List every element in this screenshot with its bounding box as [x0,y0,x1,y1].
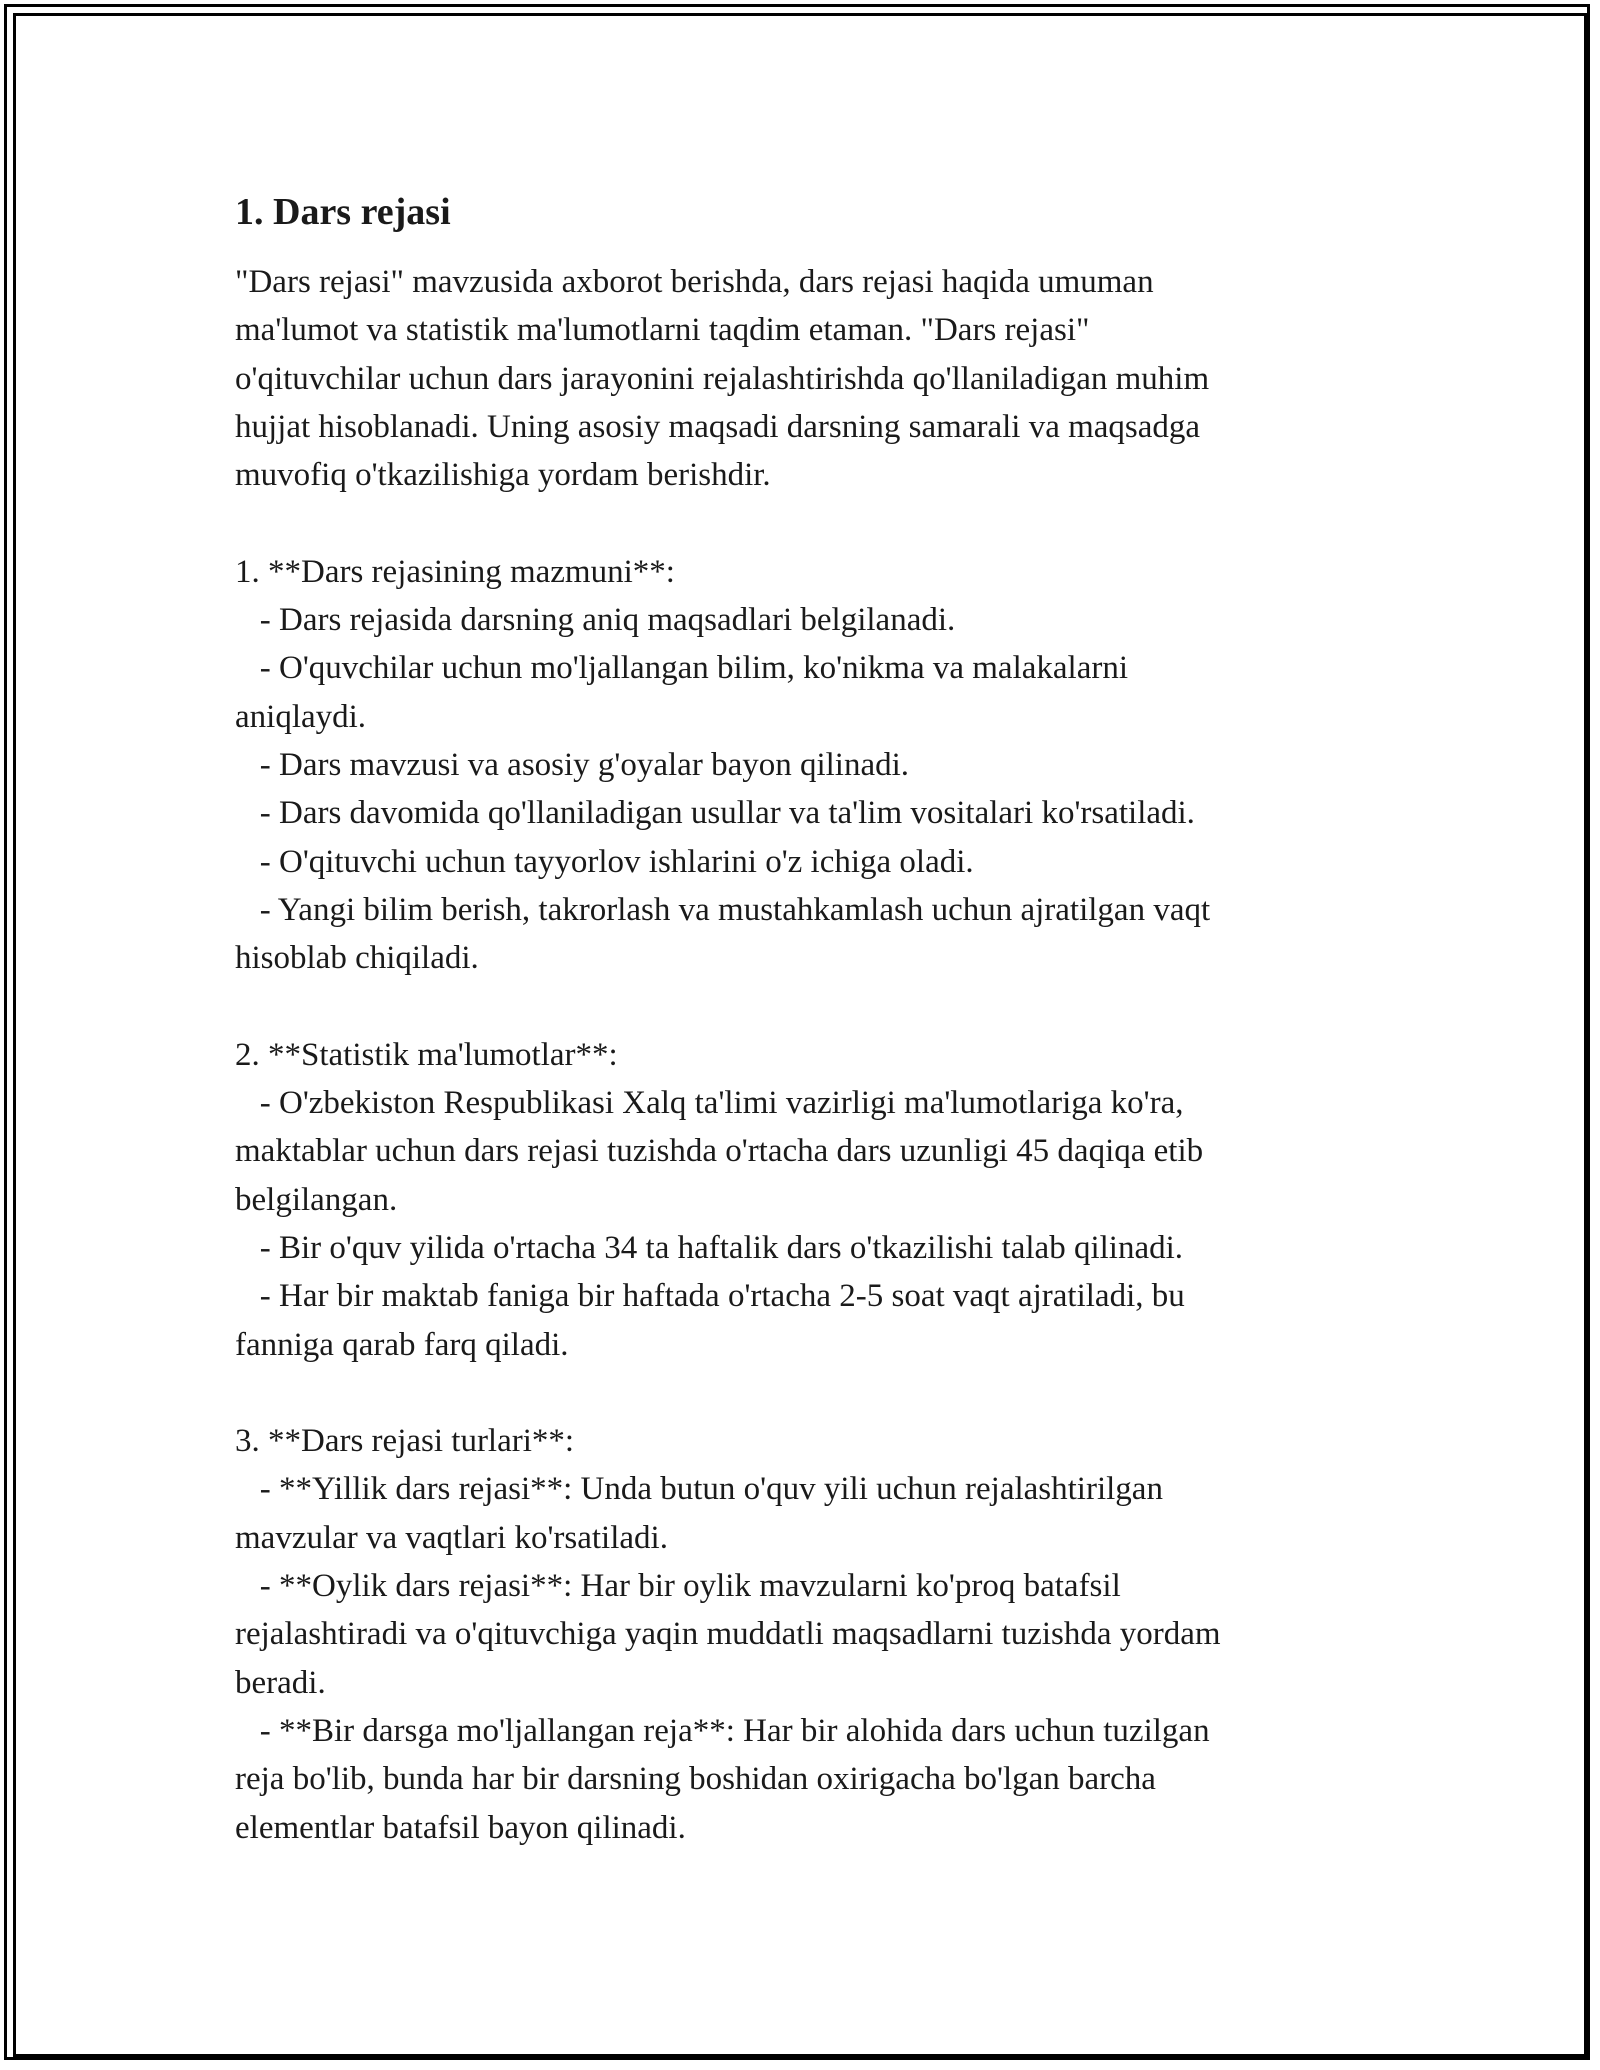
document-page [235,186,1365,1852]
document-title: 1. Dars rejasi [235,191,451,233]
document-body: "Dars rejasi" mavzusida axborot berishda, dars rejasi haqida umuman ma'lumot va statistik ma'lumotlarni taqdim etaman. "Dars rejasi" o'qituvchilar uchun dars jarayonini rejalashtirishda qo'llaniladigan muhim hujjat hisoblanadi. Uning asosiy maqsadi darsning samarali va maqsadga muvofiq o'tkazilishiga yordam berishdir. 1. **Dars rejasining mazmuni**: - Dars rejasida darsning aniq maqsadlari belgilanadi. - O'quvchilar uchun mo'ljallangan bilim, ko'nikma va malakalarni aniqlaydi. - Dars mavzusi va asosiy g'oyalar bayon qilinadi. - Dars davomida qo'llaniladigan usullar va ta'lim vositalari ko'rsatiladi. - O'qituvchi uchun tayyorlov ishlarini o'z ichiga oladi. - Yangi bilim berish, takrorlash va mustahkamlash uchun ajratilgan vaqt hisoblab chiqiladi. 2. **Statistik ma'lumotlar**: - O'zbekiston Respublikasi Xalq ta'limi vazirligi ma'lumotlariga ko'ra, maktablar uchun dars rejasi tuzishda o'rtacha dars uzunligi 45 daqiqa etib belgilangan. - Bir o'quv yilida o'rtacha 34 ta haftalik dars o'tkazilishi talab qilinadi. - Har bir maktab faniga bir haftada o'rtacha 2-5 soat vaqt ajratiladi, bu fanniga qarab farq qiladi. 3. **Dars rejasi turlari**: - **Yillik dars rejasi**: Unda butun o'quv yili uchun rejalashtirilgan mavzular va vaqtlari ko'rsatiladi. - **Oylik dars rejasi**: Har bir oylik mavzularni ko'proq batafsil rejalashtiradi va o'qituvchiga yaqin muddatli maqsadlarni tuzishda yordam beradi. - **Bir darsga mo'ljallangan reja**: Har bir alohida dars uchun tuzilgan reja bo'lib, bunda har bir darsning boshidan oxirigacha bo'lgan barcha elementlar batafsil bayon qilinadi. [235,264,1221,1846]
